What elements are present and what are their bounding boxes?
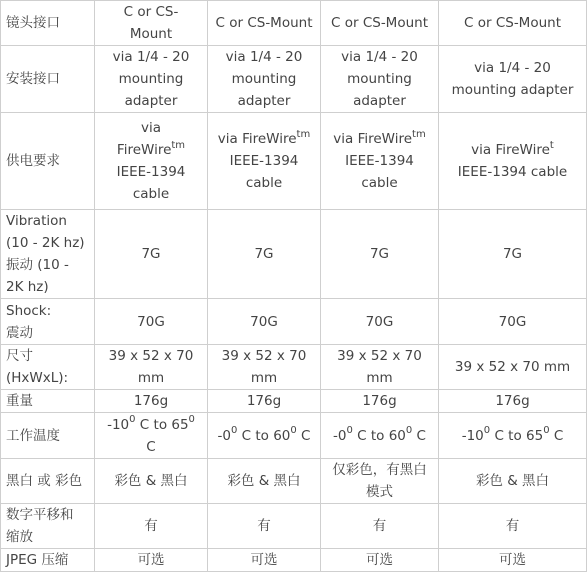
table-row (1, 299, 587, 345)
table-cell: 176g (439, 390, 587, 413)
table-row (1, 113, 587, 210)
table-cell: 有 (321, 504, 439, 549)
table-cell: 70G (439, 299, 587, 345)
table-cell: 70G (321, 299, 439, 345)
table-cell: via FireWire$^{tm}$ IEEE-1394 cable (208, 113, 321, 210)
table-cell: $-10^0$ C to $65^0$ C (95, 413, 208, 459)
row-label-jpeg-compression: JPEG 压缩 (1, 549, 95, 572)
table-cell: 39 x 52 x 70 mm (321, 345, 439, 390)
table-row (1, 46, 587, 113)
table-cell: 有 (208, 504, 321, 549)
table-cell: 39 x 52 x 70 mm (208, 345, 321, 390)
table-cell: 39 x 52 x 70 mm (95, 345, 208, 390)
table-cell: C or CS-Mount (208, 1, 321, 46)
table-cell: $-0^0$ C to $60^0$ C (208, 413, 321, 459)
table-cell: 仅彩色，有黑白 模式 (321, 459, 439, 504)
table-cell: 可选 (95, 549, 208, 572)
row-label-power: 供电要求 (1, 113, 95, 210)
table-cell: 176g (95, 390, 208, 413)
table-cell: 彩色 & 黑白 (439, 459, 587, 504)
row-label-shock: Shock: 震动 (1, 299, 95, 345)
row-label-mounting: 安装接口 (1, 46, 95, 113)
table-cell: via FireWire$^{tm}$ IEEE-1394 cable (95, 113, 208, 210)
table-cell: 7G (439, 210, 587, 299)
table-cell: 彩色 & 黑白 (208, 459, 321, 504)
table-cell: via 1/4 - 20 mounting adapter (208, 46, 321, 113)
row-label-vibration: Vibration (10 - 2K hz) 振动 (10 - 2K hz) (1, 210, 95, 299)
table-row (1, 1, 587, 46)
table-cell: 彩色 & 黑白 (95, 459, 208, 504)
table-cell: 176g (321, 390, 439, 413)
table-cell: 176g (208, 390, 321, 413)
table-cell: 可选 (321, 549, 439, 572)
table-row (1, 549, 587, 572)
table-row (1, 459, 587, 504)
table-cell: via FireWire$^t$ IEEE-1394 cable (439, 113, 587, 210)
table-cell: via FireWire$^{tm}$ IEEE-1394 cable (321, 113, 439, 210)
table-cell: 有 (95, 504, 208, 549)
table-cell: $-0^0$ C to $60^0$ C (321, 413, 439, 459)
table-cell: 有 (439, 504, 587, 549)
row-label-lens-mount: 镜头接口 (1, 1, 95, 46)
table-cell: 39 x 52 x 70 mm (439, 345, 587, 390)
table-cell: 7G (321, 210, 439, 299)
row-label-color-mode: 黑白 或 彩色 (1, 459, 95, 504)
table-row (1, 345, 587, 390)
table-row (1, 413, 587, 459)
table-row (1, 210, 587, 299)
table-cell: 7G (208, 210, 321, 299)
table-cell: via 1/4 - 20 mounting adapter (95, 46, 208, 113)
row-label-digital-pan-zoom: 数字平移和 缩放 (1, 504, 95, 549)
row-label-weight: 重量 (1, 390, 95, 413)
table-cell: 可选 (208, 549, 321, 572)
table-cell: 7G (95, 210, 208, 299)
row-label-operating-temperature: 工作温度 (1, 413, 95, 459)
table-cell: $-10^0$ C to $65^0$ C (439, 413, 587, 459)
table-row (1, 504, 587, 549)
table-cell: 可选 (439, 549, 587, 572)
table-cell: 70G (208, 299, 321, 345)
row-label-dimensions: 尺寸 (HxWxL): (1, 345, 95, 390)
table-cell: 70G (95, 299, 208, 345)
table-cell: C or CS-Mount (321, 1, 439, 46)
table-cell: C or CS-Mount (439, 1, 587, 46)
table-cell: via 1/4 - 20 mounting adapter (321, 46, 439, 113)
table-cell: C or CS- Mount (95, 1, 208, 46)
table-cell: via 1/4 - 20 mounting adapter (439, 46, 587, 113)
table-row (1, 390, 587, 413)
